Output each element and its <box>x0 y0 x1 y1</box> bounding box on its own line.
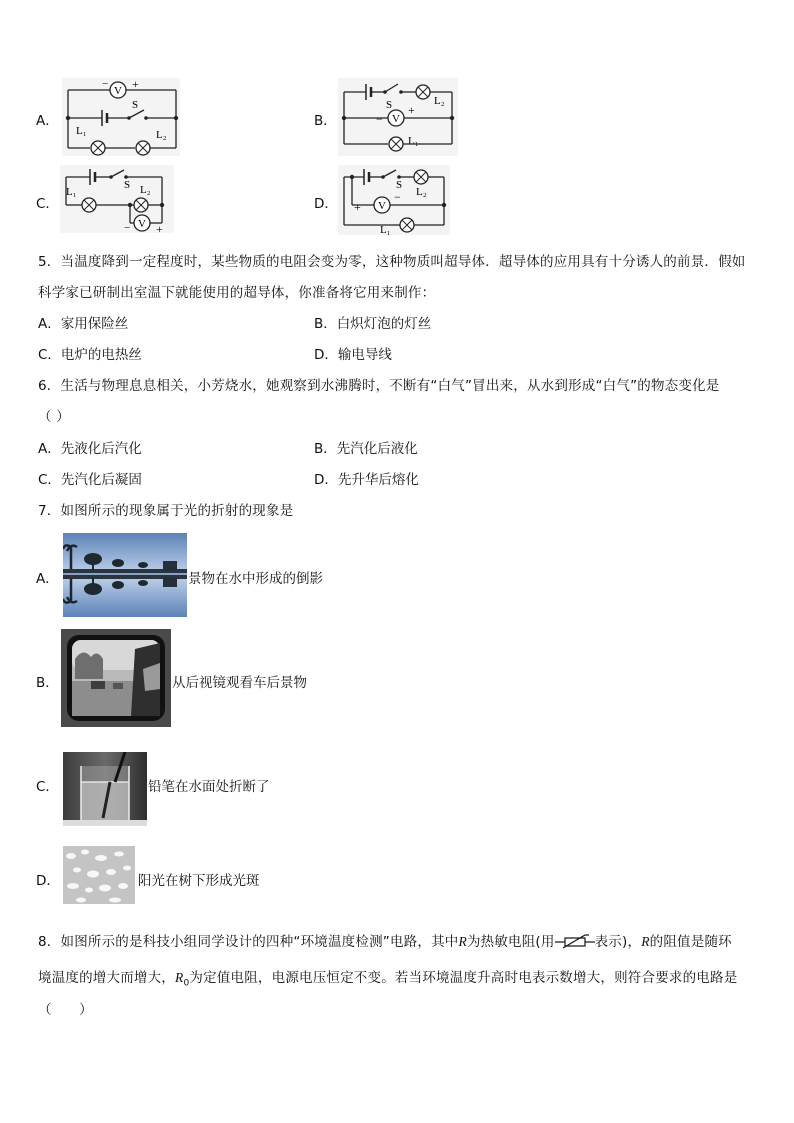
q6-option-d[interactable]: D．先升华后熔化 <box>314 472 419 488</box>
circuit-diagram-d <box>338 165 450 235</box>
svg-text:L₂: L₂ <box>416 186 427 198</box>
option-d-letter: D． <box>314 196 338 212</box>
q8-stem-line2: 境温度的增大而增大，$R_0$为定值电阻，电源电压恒定不变。若当环境温度升高时电表示数增大，则符合要求的电路是 <box>38 970 738 989</box>
q5-option-d[interactable]: D．输电导线 <box>314 347 392 363</box>
svg-text:−: − <box>394 190 401 204</box>
rearview-mirror-photo <box>61 629 171 727</box>
svg-text:S: S <box>386 99 393 111</box>
q5-option-c[interactable]: C．电炉的电热丝 <box>38 347 142 363</box>
switch-label: S <box>132 99 139 111</box>
option-a-letter: A． <box>36 113 59 129</box>
q7-option-b-caption: 从后视镜观看车后景物 <box>172 675 307 691</box>
svg-text:+: + <box>156 222 163 233</box>
q7-option-a-letter: A． <box>36 571 59 587</box>
q7-option-d-caption: 阳光在树下形成光斑 <box>138 873 260 889</box>
q6-stem-line1: 6．生活与物理息息相关，小芳烧水，她观察到水沸腾时，不断有“白气”冒出来，从水到形成“白气”的物态变化是 <box>38 378 720 394</box>
svg-text:L₂: L₂ <box>434 95 445 107</box>
svg-text:L₂: L₂ <box>140 184 151 196</box>
q5-stem-line2: 科学家已研制出室温下就能使用的超导体，你准备将它用来制作： <box>38 285 436 301</box>
q7-option-b-letter: B． <box>36 675 59 691</box>
q7-stem: 7．如图所示的现象属于光的折射的现象是 <box>38 503 294 519</box>
q7-option-c-letter: C． <box>36 779 59 795</box>
q8-answer-paren: （ ） <box>38 1002 93 1018</box>
circuit-diagram-a <box>62 78 180 156</box>
svg-text:−: − <box>124 222 131 233</box>
q6-option-c[interactable]: C．先汽化后凝固 <box>38 472 142 488</box>
svg-text:L₁: L₁ <box>66 186 77 198</box>
svg-text:L₁: L₁ <box>76 125 87 137</box>
svg-text:L₁: L₁ <box>408 135 419 147</box>
q5-option-b[interactable]: B．白炽灯泡的灯丝 <box>314 316 432 332</box>
q5-option-a[interactable]: A．家用保险丝 <box>38 316 129 332</box>
svg-text:V: V <box>378 200 386 212</box>
q6-option-a[interactable]: A．先液化后汽化 <box>38 441 142 457</box>
circuit-diagram-b <box>338 78 458 156</box>
svg-text:S: S <box>124 179 131 191</box>
q7-option-c-caption: 铅笔在水面处折断了 <box>148 779 270 795</box>
svg-text:S: S <box>396 179 403 191</box>
svg-text:+: + <box>132 78 139 91</box>
light-spots-photo <box>63 846 135 904</box>
option-b-letter: B． <box>314 113 337 129</box>
thermistor-icon <box>555 933 595 949</box>
q7-option-a-caption: 景物在水中形成的倒影 <box>188 571 323 587</box>
svg-text:+: + <box>354 200 361 214</box>
q7-option-d-letter: D． <box>36 873 60 889</box>
svg-text:L₂: L₂ <box>156 129 167 141</box>
svg-text:L₁: L₁ <box>380 224 391 235</box>
pencil-in-water-photo <box>63 752 147 826</box>
q5-stem-line1: 5．当温度降到一定程度时，某些物质的电阻会变为零，这种物质叫超导体．超导体的应用具有十分诱人的前景．假如 <box>38 254 746 270</box>
option-c-letter: C． <box>36 196 59 212</box>
voltmeter-label: V <box>114 85 122 97</box>
circuit-diagram-c <box>60 165 174 233</box>
q6-option-b[interactable]: B．先汽化后液化 <box>314 441 418 457</box>
q6-stem-line2: （ ） <box>38 409 70 425</box>
svg-text:−: − <box>376 112 383 126</box>
reflection-photo <box>63 533 187 617</box>
svg-text:−: − <box>102 78 109 90</box>
q8-stem-line1: 8．如图所示的是科技小组同学设计的四种“环境温度检测”电路，其中R为热敏电阻(用 表示)，R的阻值是随环 <box>38 934 732 950</box>
svg-text:V: V <box>392 113 400 125</box>
svg-text:V: V <box>138 218 146 230</box>
svg-text:+: + <box>408 103 415 117</box>
